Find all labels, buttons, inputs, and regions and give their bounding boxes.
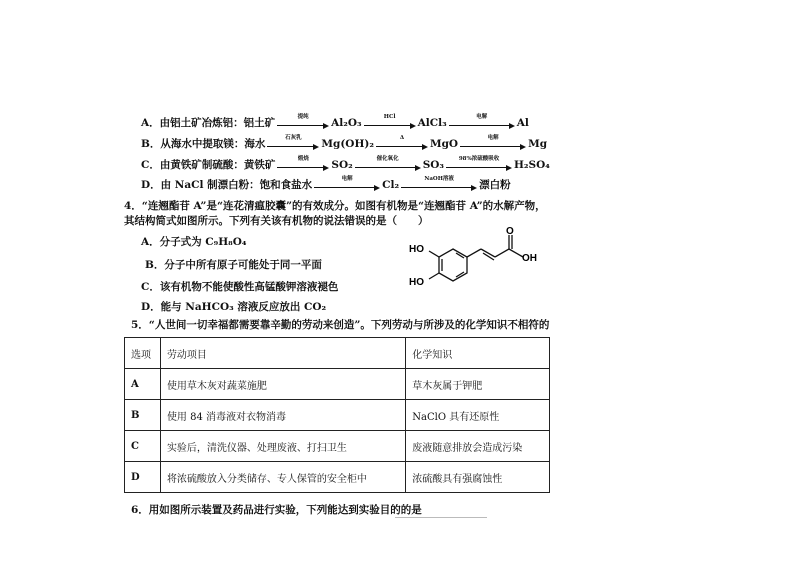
product: 漂白粉 — [479, 179, 511, 191]
q3-option-d — [141, 178, 511, 192]
row-option: B — [125, 400, 161, 431]
product: H₂SO₄ — [514, 159, 550, 171]
product: Mg — [528, 138, 548, 150]
reaction-arrow — [364, 116, 416, 130]
q3-a-label: A．由铝土矿冶炼铝：铝土矿 — [141, 117, 276, 129]
q3-option-a — [141, 116, 529, 130]
q3-b-label: B．从海水中提取镁：海水 — [141, 138, 266, 150]
product: Al₂O₃ — [331, 117, 362, 129]
reaction-arrow — [267, 137, 319, 151]
reaction-arrow — [277, 158, 329, 172]
arrow-condition: 石灰乳 — [285, 135, 302, 141]
arrow-condition: 电解 — [341, 176, 353, 182]
row-knowledge: 废液随意排放会造成污染 — [406, 431, 550, 462]
q4-option-d: D．能与 NaHCO₃ 溶液反应放出 CO₂ — [141, 301, 327, 313]
caffeic-acid-structure — [405, 225, 545, 295]
q4-option-a: A．分子式为 C₉H₈O₄ — [141, 236, 247, 248]
labor-chemistry-table — [124, 337, 550, 493]
header-knowledge: 化学知识 — [406, 338, 550, 369]
product: SO₂ — [331, 159, 353, 171]
header-labor: 劳动项目 — [160, 338, 405, 369]
reaction-arrow — [449, 116, 515, 130]
arrow-condition: 提纯 — [297, 114, 309, 120]
product: Mg(OH)₂ — [321, 138, 374, 150]
q5-stem: 5．“人世间一切幸福都需要靠辛勤的劳动来创造”。下列劳动与所涉及的化学知识不相符的 — [131, 319, 550, 331]
product: AlCl₃ — [417, 117, 447, 129]
header-option: 选项 — [125, 338, 161, 369]
q4-stem-line1: 4．“连翘酯苷 A”是“连花清瘟胶囊”的有效成分。如图有机物是“连翘酯苷 A”的水解产物， — [124, 200, 546, 212]
row-option: A — [125, 369, 161, 400]
reaction-arrow — [314, 178, 380, 192]
reaction-arrow — [277, 116, 329, 130]
table-row — [125, 369, 550, 400]
row-option: D — [125, 462, 161, 493]
mol-label-ho-bottom: HO — [409, 277, 424, 288]
mol-label-ho-top: HO — [409, 244, 424, 255]
arrow-condition: 催化氧化 — [376, 156, 399, 162]
arrow-condition: Δ — [399, 135, 405, 141]
q4-option-b: B．分子中所有原子可能处于同一平面 — [145, 259, 322, 271]
q6-stem: 6．用如图所示装置及药品进行实验，下列能达到实验目的的是 — [131, 504, 422, 516]
table-row — [125, 462, 550, 493]
arrow-condition: NaOH溶液 — [424, 176, 454, 182]
product: SO₃ — [422, 159, 445, 171]
row-knowledge: 浓硫酸具有强腐蚀性 — [406, 462, 550, 493]
reaction-arrow — [460, 137, 526, 151]
reaction-arrow — [355, 158, 421, 172]
product: Cl₂ — [382, 179, 400, 191]
table-row — [125, 400, 550, 431]
arrow-condition: 电解 — [487, 135, 499, 141]
row-labor: 实验后，清洗仪器、处理废液、打扫卫生 — [160, 431, 405, 462]
product: Al — [516, 117, 529, 129]
table-header-row — [125, 338, 550, 369]
product: MgO — [429, 138, 459, 150]
reaction-arrow — [376, 137, 428, 151]
table-row — [125, 431, 550, 462]
arrow-condition: 电解 — [476, 114, 488, 120]
row-labor: 使用 84 消毒液对衣物消毒 — [160, 400, 405, 431]
arrow-condition: 煅烧 — [297, 156, 309, 162]
reaction-arrow — [446, 158, 512, 172]
page-cut-line — [395, 517, 487, 518]
q4-option-c: C．该有机物不能使酸性高锰酸钾溶液褪色 — [141, 281, 339, 293]
q3-d-label: D．由 NaCl 制漂白粉：饱和食盐水 — [141, 179, 313, 191]
arrow-condition: HCl — [383, 114, 396, 120]
row-knowledge: 草木灰属于钾肥 — [406, 369, 550, 400]
row-labor: 将浓硫酸放入分类储存、专人保管的安全柜中 — [160, 462, 405, 493]
q3-option-b — [141, 137, 547, 151]
row-knowledge: NaClO 具有还原性 — [406, 400, 550, 431]
q4-stem-line2: 其结构简式如图所示。下列有关该有机物的说法错误的是（ ） — [124, 215, 429, 227]
mol-label-oh: OH — [522, 253, 537, 264]
mol-label-o: O — [506, 226, 514, 237]
q3-c-label: C．由黄铁矿制硫酸：黄铁矿 — [141, 159, 276, 171]
row-option: C — [125, 431, 161, 462]
row-labor: 使用草木灰对蔬菜施肥 — [160, 369, 405, 400]
arrow-condition: 98%浓硫酸吸收 — [458, 156, 500, 162]
q3-option-c — [141, 158, 550, 172]
reaction-arrow — [401, 178, 477, 192]
